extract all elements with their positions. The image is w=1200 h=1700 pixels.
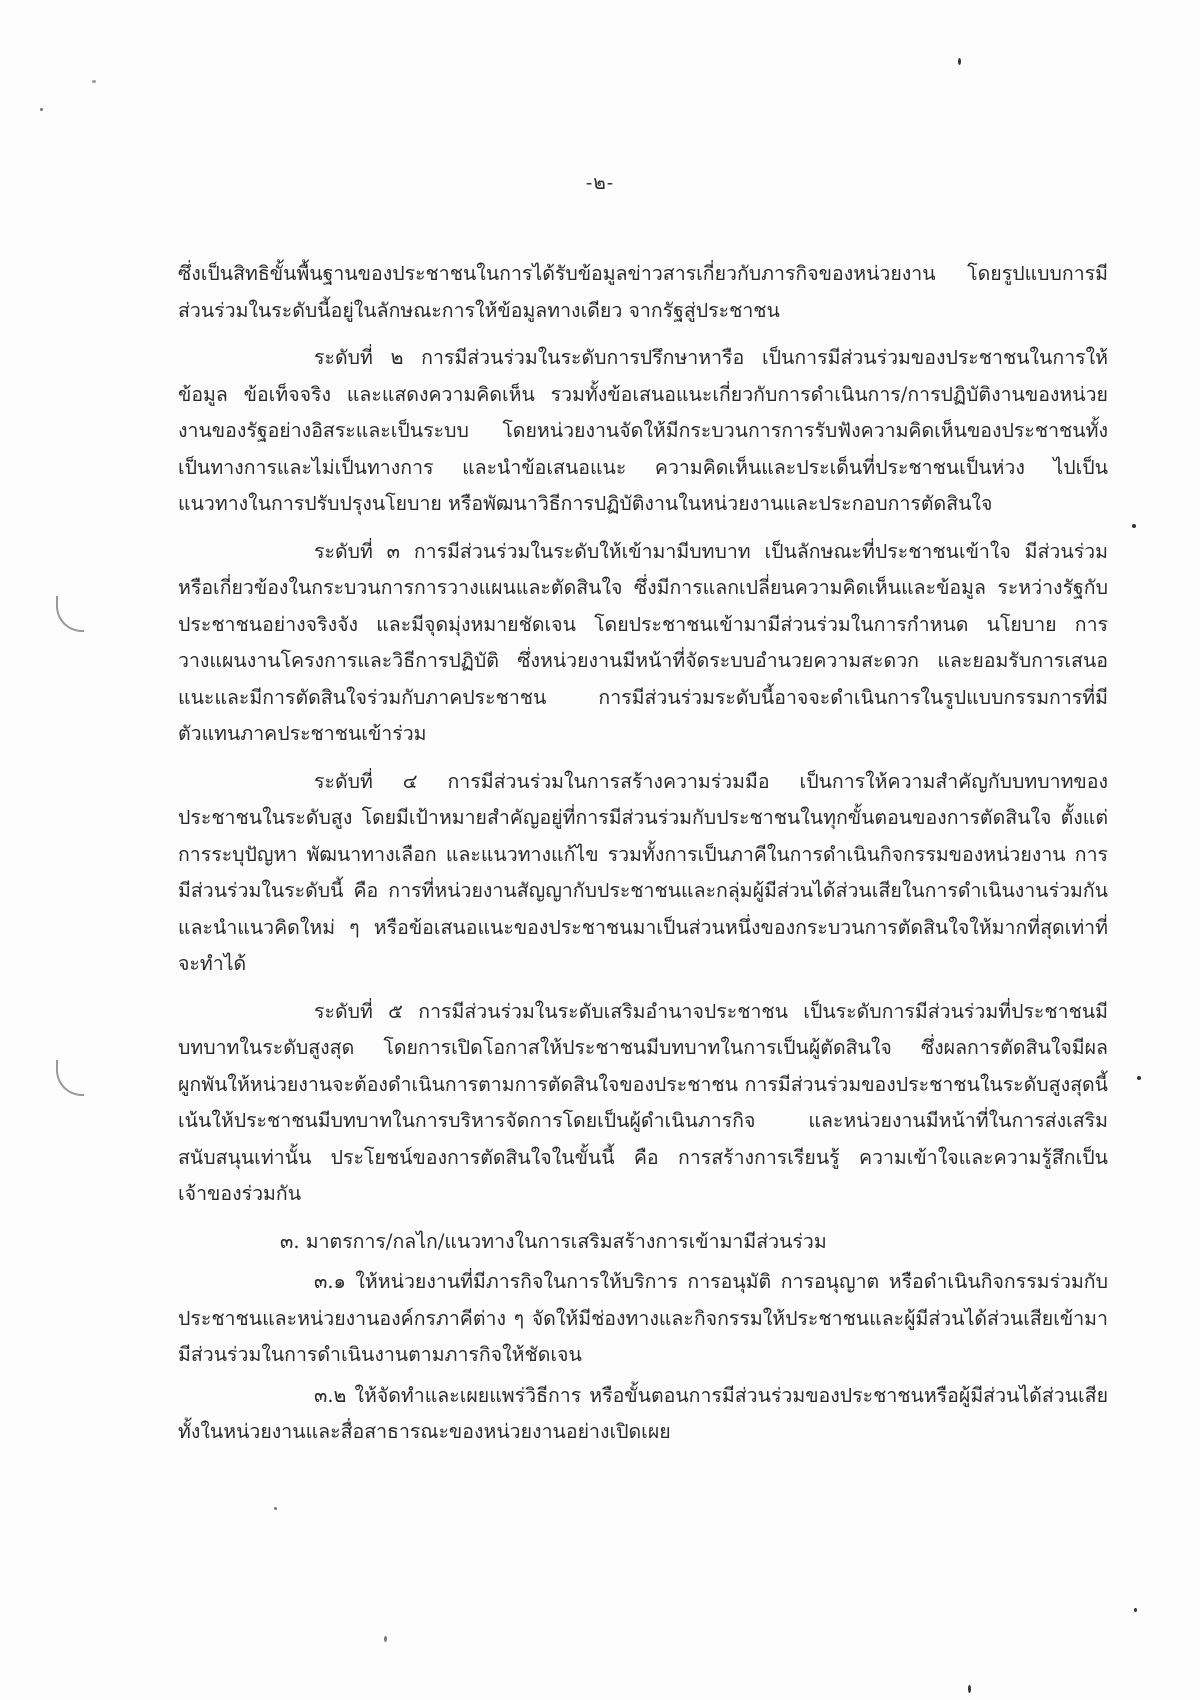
punch-hole-mark	[56, 1060, 84, 1096]
scan-speck	[1132, 524, 1136, 528]
scan-speck	[1134, 1608, 1137, 1612]
scan-speck	[384, 1636, 387, 1642]
scan-speck	[958, 58, 961, 65]
paragraph-level-3: ระดับที่ ๓ การมีส่วนร่วมในระดับให้เข้ามามีบทบาท เป็นลักษณะที่ประชาชนเข้าใจ มีส่วนร่วมหรือเกี่ยวข้องในกระบวนการการวางแผนและตัดสินใจ ซึ่งมีการแลกเปลี่ยนความคิดเห็นและข้อมูล ระหว่างรัฐกับประชาชนอย่างจริงจัง และมีจุดมุ่งหมายชัดเจน โดยประชาชนเข้ามามีส่วนร่วมในการกำหนด นโยบาย การวางแผนงานโครงการและวิธีการปฏิบัติ ซึ่งหน่วยงานมีหน้าที่จัดระบบอำนวยความสะดวก และยอมรับการเสนอแนะและมีการตัดสินใจร่วมกับภาคประชาชน การมีส่วนร่วมระดับนี้อาจจะดำเนินการในรูปแบบกรรมการที่มีตัวแทนภาคประชาชนเข้าร่วม	[178, 539, 1108, 745]
page-number: -๒-	[585, 172, 615, 194]
paragraph-level-5: ระดับที่ ๕ การมีส่วนร่วมในระดับเสริมอำนาจประชาชน เป็นระดับการมีส่วนร่วมที่ประชาชนมีบทบาทในระดับสูงสุด โดยการเปิดโอกาสให้ประชาชนมีบทบาทในการเป็นผู้ตัดสินใจ ซึ่งผลการตัดสินใจมีผลผูกพันให้หน่วยงานจะต้องดำเนินการตามการตัดสินใจของประชาชน การมีส่วนร่วมของประชาชนในระดับสูงสุดนี้ เน้นให้ประชาชนมีบทบาทในการบริหารจัดการโดยเป็นผู้ดำเนินภารกิจ และหน่วยงานมีหน้าที่ในการส่งเสริมสนับสนุนเท่านั้น ประโยชน์ของการตัดสินใจในขั้นนี้ คือ การสร้างการเรียนรู้ ความเข้าใจและความรู้สึกเป็นเจ้าของร่วมกัน	[178, 999, 1108, 1205]
punch-hole-mark	[56, 596, 84, 632]
paragraph-3-2: ๓.๒ ให้จัดทำและเผยแพร่วิธีการ หรือขั้นตอนการมีส่วนร่วมของประชาชนหรือผู้มีส่วนได้ส่วนเสีย ทั้งในหน่วยงานและสื่อสาธารณะของหน่วยงานอย่างเปิดเผย	[178, 1383, 1108, 1443]
paragraph-3-1: ๓.๑ ให้หน่วยงานที่มีภารกิจในการให้บริการ การอนุมัติ การอนุญาต หรือดำเนินกิจกรรมร่วมกับประชาชนและหน่วยงานองค์กรภาคีต่าง ๆ จัดให้มีช่องทางและกิจกรรมให้ประชาชนและผู้มีส่วนได้ส่วนเสียเข้ามามีส่วนร่วมในการดำเนินงานตามภารกิจให้ชัดเจน	[178, 1270, 1108, 1366]
scan-speck	[1137, 1076, 1141, 1080]
paragraph-continuation: ซึ่งเป็นสิทธิขั้นพื้นฐานของประชาชนในการได้รับข้อมูลข่าวสารเกี่ยวกับภารกิจของหน่วยงาน โดยรูปแบบการมีส่วนร่วมในระดับนี้อยู่ในลักษณะการให้ข้อมูลทางเดียว จากรัฐสู่ประชาชน	[178, 262, 1108, 322]
scan-speck	[92, 80, 96, 83]
paragraph-level-4: ระดับที่ ๔ การมีส่วนร่วมในการสร้างความร่วมมือ เป็นการให้ความสำคัญกับบทบาทของประชาชนในระดับสูง โดยมีเป้าหมายสำคัญอยู่ที่การมีส่วนร่วมกับประชาชนในทุกขั้นตอนของการตัดสินใจ ตั้งแต่การระบุปัญหา พัฒนาทางเลือก และแนวทางแก้ไข รวมทั้งการเป็นภาคีในการดำเนินกิจกรรมของหน่วยงาน การมีส่วนร่วมในระดับนี้ คือ การที่หน่วยงานสัญญากับประชาชนและกลุ่มผู้มีส่วนได้ส่วนเสียในการดำเนินงานร่วมกัน และนำแนวคิดใหม่ ๆ หรือข้อเสนอแนะของประชาชนมาเป็นส่วนหนึ่งของกระบวนการตัดสินใจให้มากที่สุดเท่าที่จะทำได้	[178, 769, 1108, 975]
paragraph-level-2: ระดับที่ ๒ การมีส่วนร่วมในระดับการปรึกษาหารือ เป็นการมีส่วนร่วมของประชาชนในการให้ข้อมูล ข้อเท็จจริง และแสดงความคิดเห็น รวมทั้งข้อเสนอแนะเกี่ยวกับการดำเนินการ/การปฏิบัติงานของหน่วยงานของรัฐอย่างอิสระและเป็นระบบ โดยหน่วยงานจัดให้มีกระบวนการการรับฟังความคิดเห็นของประชาชนทั้งเป็นทางการและไม่เป็นทางการ และนำข้อเสนอแนะ ความคิดเห็นและประเด็นที่ประชาชนเป็นห่วง ไปเป็นแนวทางในการปรับปรุงนโยบาย หรือพัฒนาวิธีการปฏิบัติงานในหน่วยงานและประกอบการตัดสินใจ	[178, 346, 1108, 515]
scan-speck	[274, 1507, 277, 1510]
scan-speck	[968, 1685, 971, 1693]
scan-speck	[40, 108, 43, 111]
document-body	[178, 256, 1108, 1455]
section-heading-3: ๓. มาตรการ/กลไก/แนวทางในการเสริมสร้างการเข้ามามีส่วนร่วม	[280, 1229, 827, 1253]
